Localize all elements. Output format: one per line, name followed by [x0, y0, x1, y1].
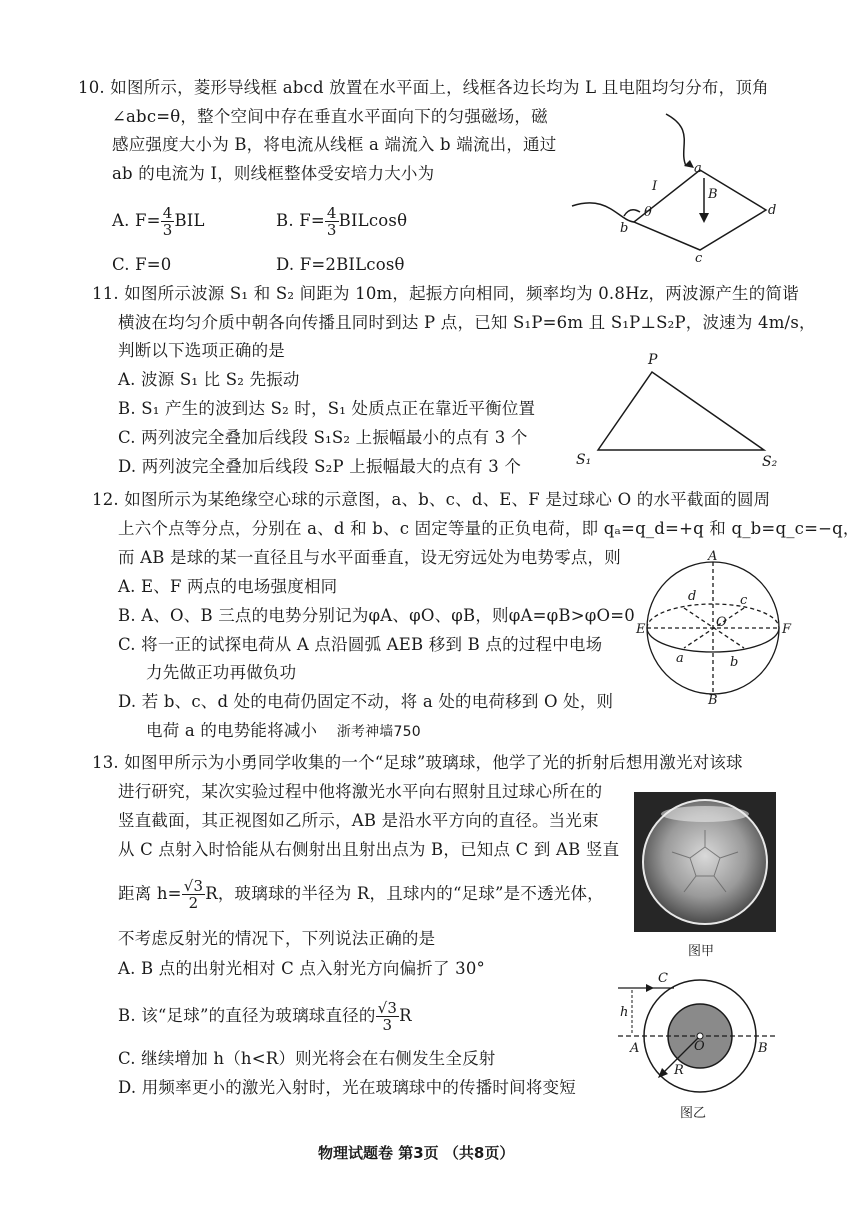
- q13-ray-arrow: [646, 984, 654, 992]
- q10-rhombus-figure: [568, 108, 788, 266]
- q13-option-a: A. B 点的出射光相对 C 点入射光方向偏折了 30°: [118, 959, 485, 978]
- q10-label-field: B: [708, 187, 718, 202]
- q10-arrow-head: [699, 213, 709, 223]
- q10-option-a-suffix: BIL: [174, 211, 205, 230]
- q11-label-p: P: [648, 352, 658, 368]
- q13-option-b-suffix: R: [399, 1006, 412, 1025]
- q13-label-o: O: [694, 1039, 705, 1054]
- q10-option-b-fraction: [325, 205, 339, 238]
- q13-option-b-prefix: B. 该“足球”的直径为玻璃球直径的: [118, 1006, 376, 1025]
- q13-h-fraction: [182, 878, 206, 911]
- q13-caption-jia: 图甲: [688, 944, 715, 959]
- q10-label-a: a: [694, 161, 702, 176]
- q13-h-prefix: 距离 h=: [118, 884, 182, 903]
- q13-option-b: [118, 1000, 412, 1033]
- q10-line-1: 10. 如图所示，菱形导线框 abcd 放置在水平面上，线框各边长均为 L 且电阻均匀分布，顶角: [78, 78, 769, 97]
- q13-option-d: D. 用频率更小的激光入射时，光在玻璃球中的传播时间将变短: [118, 1078, 576, 1097]
- q12-label-b-bottom: B: [708, 693, 718, 708]
- q13-label-c: C: [658, 971, 668, 986]
- q11-label-s2: S₂: [762, 454, 778, 470]
- q12-option-b: B. A、O、B 三点的电势分别记为φA、φO、φB，则φA=φB>φO=0: [118, 606, 635, 625]
- q10-option-a-prefix: A. F=: [112, 211, 161, 230]
- q10-option-a-fraction: [161, 205, 175, 238]
- q11-label-s1: S₁: [576, 452, 592, 468]
- q10-label-b: b: [620, 221, 629, 236]
- q10-option-c: C. F=0: [112, 255, 172, 274]
- q10-lead-in-wire: [572, 203, 634, 222]
- q13-option-b-fraction: [376, 1000, 400, 1033]
- q13-label-b: B: [758, 1041, 768, 1056]
- q12-option-d-line-1: D. 若 b、c、d 处的电荷仍固定不动，将 a 处的电荷移到 O 处，则: [118, 692, 614, 711]
- q13-label-h: h: [620, 1005, 629, 1020]
- q10-option-b-denominator: 3: [326, 221, 337, 239]
- q13-h-numerator: √3: [183, 877, 204, 895]
- q12-line-2: 上六个点等分点，分别在 a、d 和 b、c 固定等量的正负电荷，即 qₐ=q_d=+q 和 q_b=q_c=−q，: [118, 519, 860, 538]
- q11-triangle-figure: [570, 348, 784, 472]
- q12-watermark: 浙考神墙750: [336, 724, 421, 740]
- q12-line-1: 12. 如图所示为某绝缘空心球的示意图，a、b、c、d、E、F 是过球心 O 的水平截面的圆周: [92, 490, 771, 509]
- q10-option-a-numerator: 4: [162, 204, 173, 222]
- q10-line-3: 感应强度大小为 B，将电流从线框 a 端流入 b 端流出，通过: [112, 135, 557, 154]
- q12-label-a-top: A: [708, 549, 718, 564]
- q11-line-2: 横波在均匀介质中朝各向传播且同时到达 P 点，已知 S₁P=6m 且 S₁P⊥S₂P，波速为 4m/s，: [118, 313, 816, 332]
- q13-option-c: C. 继续增加 h（h<R）则光将会在右侧发生全反射: [118, 1049, 496, 1068]
- q10-option-a-denominator: 3: [162, 221, 173, 239]
- q10-label-current: I: [652, 179, 658, 194]
- q12-option-d-line-2: [146, 720, 421, 743]
- q11-option-d: D. 两列波完全叠加后线段 S₂P 上振幅最大的点有 3 个: [118, 457, 522, 476]
- page-footer: 物理试题卷 第3页 （共8页）: [318, 1144, 515, 1162]
- q11-option-a: A. 波源 S₁ 比 S₂ 先振动: [118, 370, 300, 389]
- q13-line-1: 13. 如图甲所示为小勇同学收集的一个“足球”玻璃球，他学了光的折射后想用激光对该球: [92, 753, 743, 772]
- q13-line-3: 竖直截面，其正视图如乙所示，AB 是沿水平方向的直径。当光束: [118, 811, 599, 830]
- q11-option-c: C. 两列波完全叠加后线段 S₁S₂ 上振幅最小的点有 3 个: [118, 428, 528, 447]
- q10-option-b: [276, 205, 407, 238]
- q11-triangle: [598, 372, 764, 450]
- q12-option-c-line-1: C. 将一正的试探电荷从 A 点沿圆弧 AEB 移到 B 点的过程中电场: [118, 635, 603, 654]
- q13-glass-ball-image: [634, 792, 776, 932]
- q13-option-b-denominator: 3: [382, 1016, 393, 1034]
- q10-lead-out-wire: [666, 114, 686, 166]
- q10-option-a: [112, 205, 205, 238]
- q11-line-3: 判断以下选项正确的是: [118, 341, 285, 360]
- q13-line-4: 从 C 点射入时恰能从右侧射出且射出点为 B，已知点 C 到 AB 竖直: [118, 840, 620, 859]
- q13-glass-ball-photo: [634, 792, 776, 932]
- q13-h-denominator: 2: [188, 894, 199, 912]
- q13-caption-yi: 图乙: [680, 1106, 707, 1121]
- q12-label-a: a: [676, 651, 684, 666]
- q13-label-a: A: [630, 1041, 640, 1056]
- q13-cross-section-figure: [618, 970, 778, 1100]
- q12-sphere-figure: [636, 549, 792, 708]
- q12-option-c-line-2: 力先做正功再做负功: [146, 663, 297, 682]
- q10-label-c: c: [695, 251, 703, 266]
- q12-label-e: E: [636, 622, 646, 637]
- q13-line-2: 进行研究，某次实验过程中他将激光水平向右照射且过球心所在的: [118, 782, 603, 801]
- q10-option-b-prefix: B. F=: [276, 211, 325, 230]
- q12-label-o: O: [716, 615, 727, 630]
- q11-line-1: 11. 如图所示波源 S₁ 和 S₂ 间距为 10m，起振方向相同，频率均为 0.8Hz，两波源产生的简谐: [92, 284, 799, 303]
- q12-label-c: c: [740, 593, 748, 608]
- q10-line-2: ∠abc=θ，整个空间中存在垂直水平面向下的匀强磁场，磁: [112, 107, 548, 126]
- q12-option-a: A. E、F 两点的电场强度相同: [118, 577, 338, 596]
- q12-label-f: F: [782, 622, 792, 637]
- q10-option-d: D. F=2BILcosθ: [276, 255, 405, 274]
- q10-option-b-suffix: BILcosθ: [338, 211, 408, 230]
- q10-line-4: ab 的电流为 I，则线框整体受安培力大小为: [112, 164, 435, 183]
- q13-line-6: 不考虑反射光的情况下，下列说法正确的是: [118, 929, 436, 948]
- q12-label-b: b: [730, 655, 739, 670]
- q13-line-5: [118, 878, 604, 911]
- q10-option-b-numerator: 4: [326, 204, 337, 222]
- q13-option-b-numerator: √3: [377, 999, 398, 1017]
- q13-label-r: R: [674, 1063, 684, 1078]
- q10-label-d: d: [768, 203, 777, 218]
- q12-option-d-text: 电荷 a 的电势能将减小: [146, 721, 318, 740]
- q10-label-theta: θ: [644, 205, 652, 220]
- q12-label-d: d: [688, 589, 697, 604]
- q12-line-3: 而 AB 是球的某一直径且与水平面垂直，设无穷远处为电势零点，则: [118, 548, 621, 567]
- q11-option-b: B. S₁ 产生的波到达 S₂ 时，S₁ 处质点正在靠近平衡位置: [118, 399, 536, 418]
- q10-angle-arc: [624, 210, 640, 216]
- q13-h-suffix: R，玻璃球的半径为 R，且球内的“足球”是不透光体，: [205, 884, 604, 903]
